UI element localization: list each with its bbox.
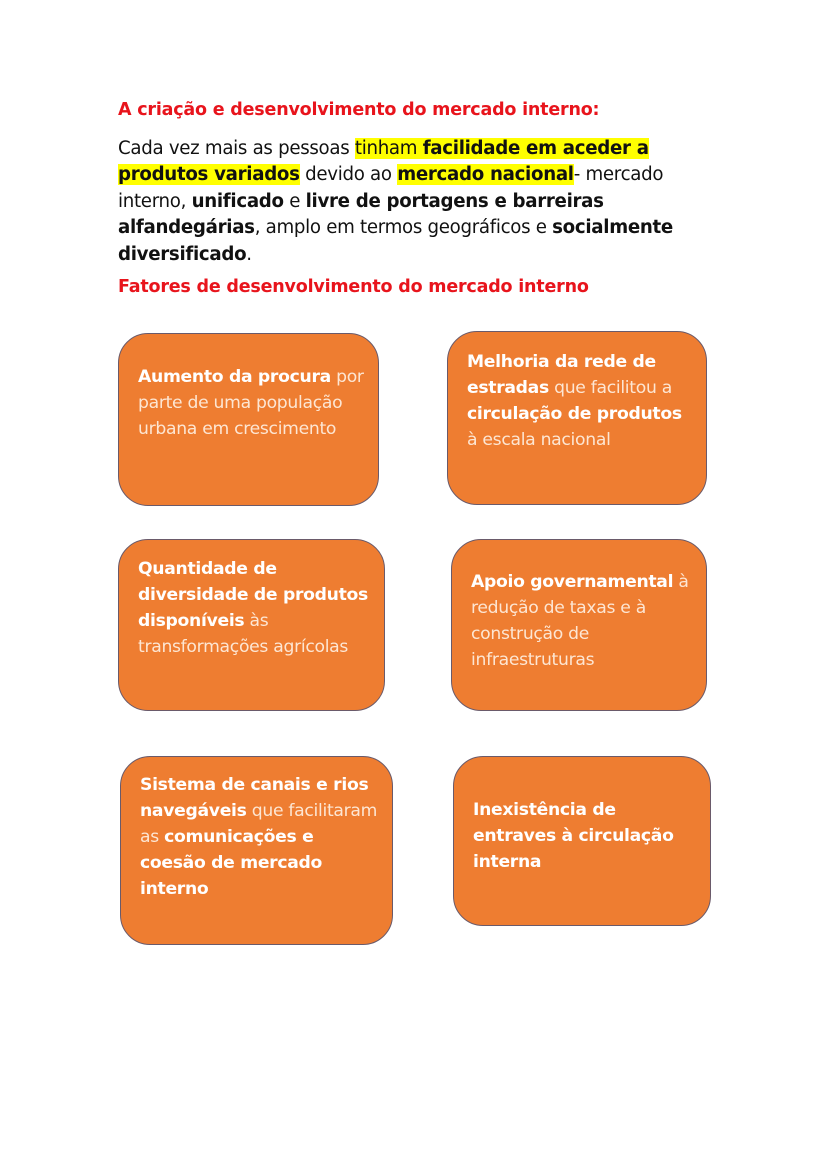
factor-box-entraves xyxy=(453,756,711,926)
highlighted-text: tinham xyxy=(354,138,423,159)
text-run: e xyxy=(283,190,306,212)
text-run: , amplo em termos geográficos e xyxy=(254,217,553,239)
factor-bold: Inexistência de entraves à circulação interna xyxy=(473,800,674,872)
factor-text: à redução de taxas e à construção de infraestruturas xyxy=(471,572,689,670)
factor-box-estradas xyxy=(447,331,707,505)
section-heading-fatores: Fatores de desenvolvimento do mercado interno xyxy=(118,277,589,297)
text-run: Cada vez mais as pessoas xyxy=(118,138,355,159)
factor-text: às transformações agrícolas xyxy=(138,611,349,657)
text-run: . xyxy=(246,243,252,265)
factor-box-produtos xyxy=(118,539,385,711)
factor-bold: Apoio governamental xyxy=(471,572,674,592)
intro-paragraph xyxy=(118,136,698,268)
highlighted-bold-text: facilidade em aceder a produtos variados xyxy=(118,138,649,186)
factor-bold: circulação de produtos xyxy=(467,404,682,424)
factor-box-apoio xyxy=(451,539,707,711)
factor-text: que facilitaram as xyxy=(140,801,378,847)
factor-bold: comunicações e coesão de mercado interno xyxy=(140,827,323,899)
factor-text: que facilitou a xyxy=(548,378,672,398)
factor-bold: Melhoria da rede de estradas xyxy=(467,352,656,398)
bold-text: livre de portagens e barreiras alfandegárias xyxy=(118,190,604,239)
factor-box-procura xyxy=(118,333,379,506)
factor-text: por parte de uma população urbana em crescimento xyxy=(138,367,364,439)
factor-bold: Sistema de canais e rios navegáveis xyxy=(140,775,369,821)
factor-box-canais xyxy=(120,756,393,945)
bold-text: socialmente diversificado xyxy=(118,217,673,265)
bold-text: unificado xyxy=(191,190,284,212)
text-run: devido ao xyxy=(299,164,398,186)
factor-text: à escala nacional xyxy=(467,430,611,450)
section-heading-mercado-interno: A criação e desenvolvimento do mercado interno: xyxy=(118,100,600,120)
factor-bold: Quantidade de diversidade de produtos disponíveis xyxy=(138,559,368,631)
highlighted-bold-text: mercado nacional xyxy=(397,164,574,186)
factor-bold: Aumento da procura xyxy=(138,367,331,387)
text-run: - mercado interno, xyxy=(118,164,664,212)
